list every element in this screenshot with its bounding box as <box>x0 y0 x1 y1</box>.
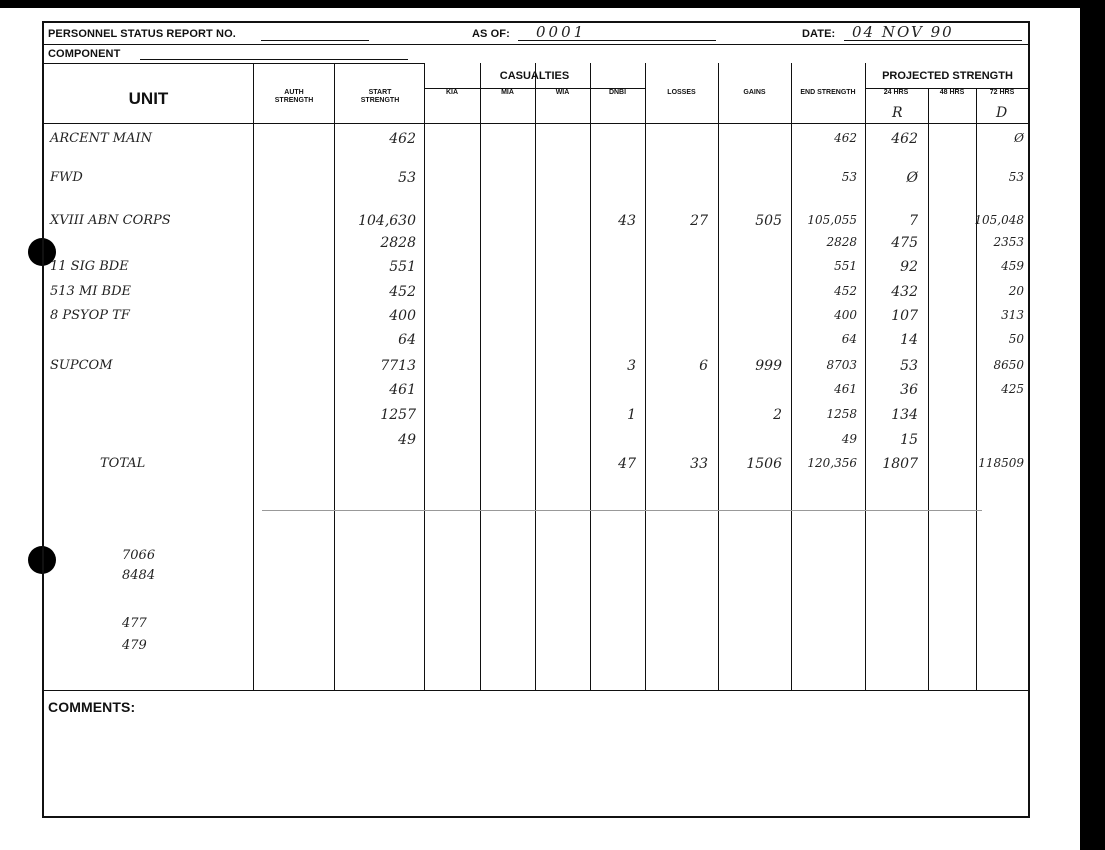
cell-h72: 53 <box>1008 170 1024 184</box>
cell-end: 53 <box>841 170 857 184</box>
unit-name: SUPCOM <box>50 358 113 373</box>
h48-header: 48 HRS <box>939 89 965 96</box>
cell-end: 461 <box>834 382 857 396</box>
cell-h24: 432 <box>891 284 918 300</box>
note-1: 7066 <box>122 548 156 563</box>
cell-end: 120,356 <box>807 456 857 470</box>
cell-start: 551 <box>389 259 416 275</box>
cell-h72: 20 <box>1008 284 1024 298</box>
unit-name: TOTAL <box>100 456 146 471</box>
component-field[interactable] <box>140 59 408 60</box>
comments-box[interactable] <box>44 690 1028 818</box>
component-label: COMPONENT <box>48 48 121 60</box>
cell-end: 452 <box>834 284 857 298</box>
cell-h72: 8650 <box>993 358 1024 372</box>
unit-name: FWD <box>50 170 83 185</box>
cell-h24: 462 <box>891 131 918 147</box>
cell-dnbi: 1 <box>627 407 636 423</box>
gains-header: GAINS <box>743 89 766 96</box>
cell-h24: 36 <box>900 382 918 398</box>
cell-gains: 505 <box>755 213 782 229</box>
date-label: DATE: <box>802 28 836 40</box>
cell-h24: 1807 <box>882 456 918 472</box>
cell-h24: 92 <box>900 259 918 275</box>
start-strength-header: START STRENGTH <box>360 89 400 104</box>
cell-end: 64 <box>841 332 857 346</box>
cell-start: 7713 <box>380 358 416 374</box>
as-of-label: AS OF: <box>472 28 510 40</box>
cell-h72: 118509 <box>978 456 1024 470</box>
cell-losses: 6 <box>699 358 708 374</box>
cell-start: 104,630 <box>358 213 416 229</box>
end-strength-header: END STRENGTH <box>800 89 856 96</box>
personnel-status-form <box>42 21 1030 818</box>
col-divider-unit <box>253 63 254 690</box>
h24-mark: R <box>892 105 903 121</box>
wia-header: WIA <box>555 89 570 96</box>
cell-end: 105,055 <box>807 213 857 227</box>
projected-strength-header: PROJECTED STRENGTH <box>865 63 1030 89</box>
cell-losses: 27 <box>690 213 708 229</box>
unit-column-header: UNIT <box>128 89 169 108</box>
col-divider-h24 <box>928 89 929 690</box>
cell-h24: 134 <box>891 407 918 423</box>
cell-start: 461 <box>389 382 416 398</box>
cell-dnbi: 47 <box>618 456 636 472</box>
unit-name: ARCENT MAIN <box>50 131 153 146</box>
cell-start: 452 <box>389 284 416 300</box>
cell-h24: 14 <box>900 332 918 348</box>
cell-h24: 475 <box>891 235 918 251</box>
cell-h24: 107 <box>891 308 918 324</box>
cell-end: 8703 <box>826 358 857 372</box>
note-3: 477 <box>122 616 147 631</box>
note-2: 8484 <box>122 568 156 583</box>
cell-end: 551 <box>834 259 857 273</box>
cell-start: 2828 <box>380 235 416 251</box>
unit-name: 11 SIG BDE <box>50 259 129 274</box>
header-top-rule <box>44 63 424 64</box>
cell-h72: 425 <box>1001 382 1024 396</box>
h72-mark: D <box>996 105 1008 121</box>
cell-losses: 33 <box>690 456 708 472</box>
component-row <box>44 45 1028 63</box>
auth-strength-header: AUTH STRENGTH <box>274 89 314 104</box>
cell-h72: 313 <box>1001 308 1024 322</box>
unit-name: 513 MI BDE <box>50 284 131 299</box>
cell-h72: Ø <box>1014 131 1024 145</box>
cell-end: 462 <box>834 131 857 145</box>
scan-border-top <box>0 0 1105 8</box>
scan-border-right <box>1080 0 1105 850</box>
col-divider-gains <box>791 63 792 690</box>
cell-start: 64 <box>398 332 416 348</box>
col-divider-auth <box>334 63 335 690</box>
report-number-label: PERSONNEL STATUS REPORT NO. <box>48 28 236 40</box>
col-divider-kia <box>480 63 481 690</box>
col-divider-wia <box>590 63 591 690</box>
dnbi-header: DNBI <box>608 89 627 96</box>
cell-h24: 7 <box>909 213 918 229</box>
header-bottom-rule <box>44 123 1028 124</box>
h24-header: 24 HRS <box>883 89 909 96</box>
col-divider-h48 <box>976 89 977 690</box>
cell-dnbi: 43 <box>618 213 636 229</box>
cell-start: 462 <box>389 131 416 147</box>
col-divider-mia <box>535 63 536 690</box>
cell-start: 49 <box>398 432 416 448</box>
cell-start: 53 <box>398 170 416 186</box>
cell-dnbi: 3 <box>627 358 636 374</box>
cell-end: 1258 <box>826 407 857 421</box>
header-row <box>44 23 1028 45</box>
cell-h24: 15 <box>900 432 918 448</box>
cell-h72: 459 <box>1001 259 1024 273</box>
cell-h72: 50 <box>1008 332 1024 346</box>
cell-h24: Ø <box>906 170 918 186</box>
cell-end: 400 <box>834 308 857 322</box>
cell-start: 400 <box>389 308 416 324</box>
note-4: 479 <box>122 638 147 653</box>
kia-header: KIA <box>445 89 459 96</box>
report-number-field[interactable] <box>261 40 369 41</box>
as-of-value: 0001 <box>536 23 587 41</box>
col-divider-end <box>865 63 866 690</box>
losses-header: LOSSES <box>667 89 696 96</box>
h72-header: 72 HRS <box>989 89 1015 96</box>
col-divider-losses <box>718 63 719 690</box>
unit-name: 8 PSYOP TF <box>50 308 130 323</box>
cell-start: 1257 <box>380 407 416 423</box>
cell-end: 2828 <box>826 235 857 249</box>
cell-gains: 1506 <box>746 456 782 472</box>
cell-end: 49 <box>841 432 857 446</box>
cell-h24: 53 <box>900 358 918 374</box>
col-divider-start <box>424 63 425 690</box>
total-separator <box>262 510 982 511</box>
cell-gains: 2 <box>773 407 782 423</box>
casualties-header: CASUALTIES <box>424 63 645 89</box>
col-divider-dnbi <box>645 63 646 690</box>
comments-label: COMMENTS: <box>48 699 136 715</box>
unit-name: XVIII ABN CORPS <box>50 213 171 228</box>
cell-h72: 105,048 <box>974 213 1024 227</box>
cell-gains: 999 <box>755 358 782 374</box>
cell-h72: 2353 <box>993 235 1024 249</box>
date-value: 04 NOV 90 <box>852 23 954 41</box>
mia-header: MIA <box>501 89 514 96</box>
